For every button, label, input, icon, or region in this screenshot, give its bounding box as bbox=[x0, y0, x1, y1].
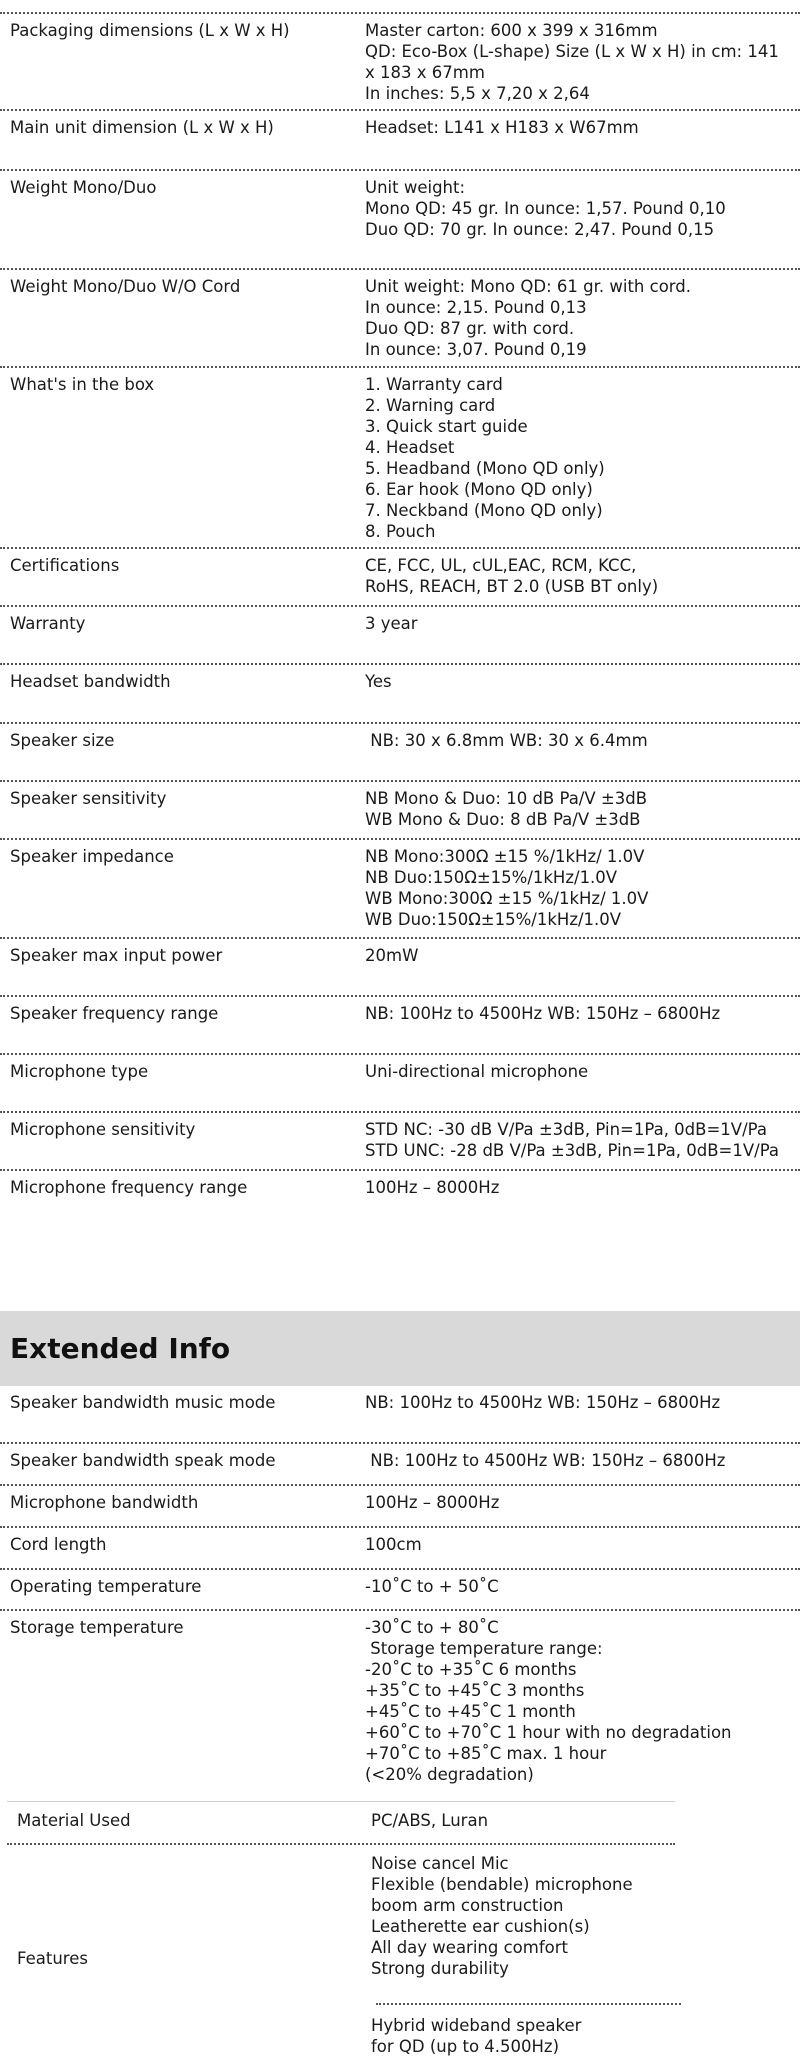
spec-label: Weight Mono/Duo bbox=[10, 178, 157, 197]
spec-row bbox=[0, 12, 800, 111]
spec-value: NB: 100Hz to 4500Hz WB: 150Hz – 6800Hz bbox=[365, 1004, 721, 1023]
spec-value: 3 year bbox=[365, 614, 418, 633]
spec-row bbox=[0, 270, 800, 368]
spec-label: Packaging dimensions (L x W x H) bbox=[10, 21, 290, 40]
features-list: Noise cancel Mic Flexible (bendable) microphone boom arm construction Leatherette ear cushion(s) All day wearing comfort Strong durability bbox=[371, 1854, 633, 1978]
spec-value: 100Hz – 8000Hz bbox=[365, 1493, 500, 1512]
spec-value: NB: 100Hz to 4500Hz WB: 150Hz – 6800Hz bbox=[365, 1451, 726, 1470]
spec-label: Speaker frequency range bbox=[10, 1004, 219, 1023]
spec-row bbox=[0, 1171, 800, 1211]
spec-row bbox=[0, 997, 800, 1055]
spec-label: Speaker bandwidth music mode bbox=[10, 1393, 276, 1412]
spec-label: Speaker sensitivity bbox=[10, 789, 167, 808]
material-row bbox=[7, 1801, 675, 1845]
spec-row bbox=[0, 607, 800, 665]
spec-row bbox=[0, 724, 800, 782]
section-title: Extended Info bbox=[10, 1332, 231, 1365]
spec-row bbox=[0, 1113, 800, 1171]
spec-value: Unit weight: Mono QD: 45 gr. In ounce: 1,57. Pound 0,10 Duo QD: 70 gr. In ounce: 2,47. Pound 0,15 bbox=[365, 178, 726, 239]
spec-row bbox=[0, 111, 800, 171]
spec-value: NB: 30 x 6.8mm WB: 30 x 6.4mm bbox=[365, 731, 648, 750]
spec-value: NB Mono:300Ω ±15 %/1kHz/ 1.0V NB Duo:150Ω±15%/1kHz/1.0V WB Mono:300Ω ±15 %/1kHz/ 1.0V WB Duo:150Ω±15%/1kHz/1.0V bbox=[365, 847, 649, 929]
spec-row bbox=[0, 939, 800, 997]
spec-row bbox=[0, 1611, 800, 1801]
material-label: Material Used bbox=[17, 1811, 131, 1830]
spec-label: Main unit dimension (L x W x H) bbox=[10, 118, 274, 137]
spec-label: Headset bandwidth bbox=[10, 672, 171, 691]
spec-value: Yes bbox=[365, 672, 392, 691]
spec-label: Weight Mono/Duo W/O Cord bbox=[10, 277, 241, 296]
spec-value: STD NC: -30 dB V/Pa ±3dB, Pin=1Pa, 0dB=1V/Pa STD UNC: -28 dB V/Pa ±3dB, Pin=1Pa, 0dB=1V/Pa bbox=[365, 1120, 780, 1160]
spec-label: Microphone sensitivity bbox=[10, 1120, 196, 1139]
spec-value: -30˚C to + 80˚C Storage temperature range: -20˚C to +35˚C 6 months +35˚C to +45˚C 3 months +45˚C to +45˚C 1 month +60˚C to +70˚C 1 hour with no degradation +70˚C to +85˚C max. 1 hour (<20% degradation) bbox=[365, 1618, 732, 1784]
spec-label: Speaker size bbox=[10, 731, 115, 750]
spec-label: Speaker impedance bbox=[10, 847, 174, 866]
spec-row bbox=[0, 1444, 800, 1486]
features-label: Features bbox=[17, 1949, 88, 1968]
spec-row bbox=[0, 1386, 800, 1444]
features-row bbox=[7, 1845, 675, 2065]
spec-value: NB Mono & Duo: 10 dB Pa/V ±3dB WB Mono & Duo: 8 dB Pa/V ±3dB bbox=[365, 789, 648, 829]
extended-info-header bbox=[0, 1311, 800, 1386]
spec-label: Certifications bbox=[10, 556, 120, 575]
spec-row bbox=[0, 1570, 800, 1611]
spec-value: 1. Warranty card 2. Warning card 3. Quick start guide 4. Headset 5. Headband (Mono QD only) 6. Ear hook (Mono QD only) 7. Neckband (Mono QD only) 8. Pouch bbox=[365, 375, 605, 541]
spec-row bbox=[0, 1528, 800, 1570]
spec-row bbox=[0, 1486, 800, 1528]
spec-value: CE, FCC, UL, cUL,EAC, RCM, KCC, RoHS, REACH, BT 2.0 (USB BT only) bbox=[365, 556, 659, 596]
spec-value: -10˚C to + 50˚C bbox=[365, 1577, 499, 1596]
spec-value: Master carton: 600 x 399 x 316mm QD: Eco-Box (L-shape) Size (L x W x H) in cm: 141 x 183 x 67mm In inches: 5,5 x 7,20 x 2,64 bbox=[365, 21, 779, 103]
spec-row bbox=[0, 171, 800, 270]
spec-row bbox=[0, 665, 800, 724]
spec-label: Microphone bandwidth bbox=[10, 1493, 199, 1512]
spec-label: Speaker max input power bbox=[10, 946, 223, 965]
features-divider bbox=[376, 2003, 681, 2005]
spec-row bbox=[0, 782, 800, 840]
spec-label: Warranty bbox=[10, 614, 86, 633]
spec-label: Speaker bandwidth speak mode bbox=[10, 1451, 276, 1470]
spec-value: 100cm bbox=[365, 1535, 422, 1554]
spec-label: Operating temperature bbox=[10, 1577, 202, 1596]
spec-row bbox=[0, 368, 800, 549]
spec-label: What's in the box bbox=[10, 375, 155, 394]
spec-value: NB: 100Hz to 4500Hz WB: 150Hz – 6800Hz bbox=[365, 1393, 721, 1412]
material-value: PC/ABS, Luran bbox=[371, 1811, 489, 1830]
features-list-secondary: Hybrid wideband speaker for QD (up to 4.500Hz) bbox=[371, 2016, 582, 2056]
spec-value: 20mW bbox=[365, 946, 419, 965]
spec-value: 100Hz – 8000Hz bbox=[365, 1178, 500, 1197]
spec-row bbox=[0, 1055, 800, 1113]
spec-value: Unit weight: Mono QD: 61 gr. with cord. In ounce: 2,15. Pound 0,13 Duo QD: 87 gr. with cord. In ounce: 3,07. Pound 0,19 bbox=[365, 277, 691, 359]
spec-row bbox=[0, 840, 800, 939]
spec-label: Storage temperature bbox=[10, 1618, 184, 1637]
spec-value: Headset: L141 x H183 x W67mm bbox=[365, 118, 639, 137]
spec-label: Cord length bbox=[10, 1535, 107, 1554]
spec-label: Microphone frequency range bbox=[10, 1178, 248, 1197]
spec-row bbox=[0, 549, 800, 607]
spec-value: Uni-directional microphone bbox=[365, 1062, 589, 1081]
spec-label: Microphone type bbox=[10, 1062, 149, 1081]
